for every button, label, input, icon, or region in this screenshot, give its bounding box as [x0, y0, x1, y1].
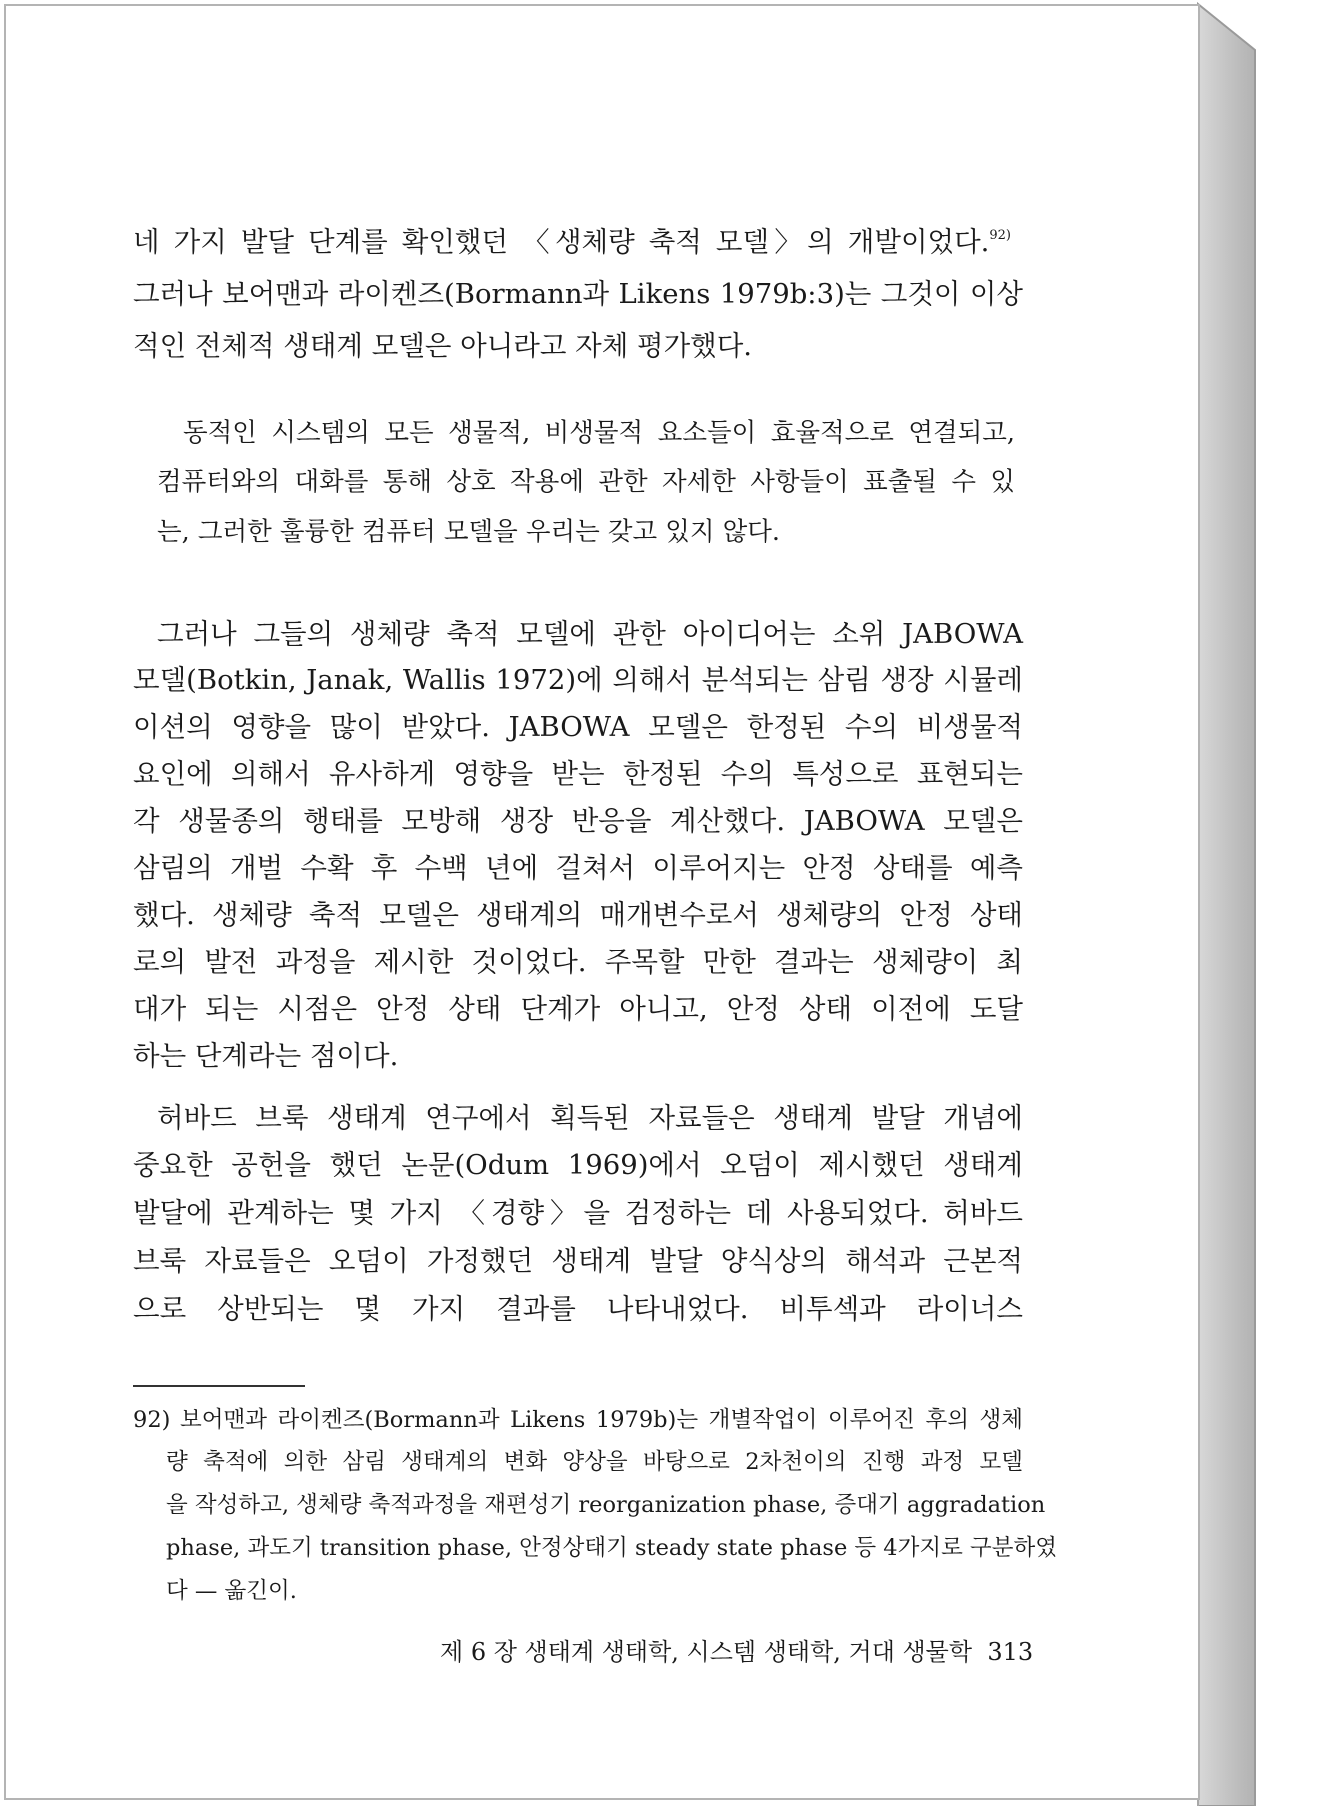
quote-line: 컴퓨터와의 대화를 통해 상호 작용에 관한 자세한 사항들이 표출될 수 있: [157, 467, 1015, 497]
paragraph-line: 대가 되는 시점은 안정 상태 단계가 아니고, 안정 상태 이전에 도달: [133, 993, 1023, 1025]
running-footer: [440, 1632, 1034, 1672]
quote-line: 동적인 시스템의 모든 생물적, 비생물적 요소들이 효율적으로 연결되고,: [183, 418, 1015, 448]
intro-line: 그러나 보어맨과 라이켄즈(Bormann과 Likens 1979b:3)는 그것이 이상: [133, 278, 1023, 310]
paragraph-line: 각 생물종의 행태를 모방해 생장 반응을 계산했다. JABOWA 모델은: [133, 805, 1023, 837]
paragraph-line: 모델(Botkin, Janak, Wallis 1972)에 의해서 분석되는 삼림 생장 시뮬레: [133, 664, 1023, 696]
paragraph-line: 삼림의 개벌 수확 후 수백 년에 걸쳐서 이루어지는 안정 상태를 예측: [133, 852, 1023, 884]
footnote-line: 을 작성하고, 생체량 축적과정을 재편성기 reorganization phase, 증대기 aggradation: [166, 1492, 1046, 1518]
paragraph-line: 로의 발전 과정을 제시한 것이었다. 주목할 만한 결과는 생체량이 최: [133, 946, 1023, 978]
footnote-line: 량 축적에 의한 삼림 생태계의 변화 양상을 바탕으로 2차천이의 진행 과정 모델: [166, 1449, 1023, 1475]
paragraph-line: 으로 상반되는 몇 가지 결과를 나타내었다. 비투섹과 라이너스: [133, 1293, 1023, 1325]
footnote-reference: 92): [989, 228, 1011, 243]
chapter-title: 제 6 장 생태계 생태학, 시스템 생태학, 거대 생물학: [440, 1638, 973, 1666]
intro-line-text: 네 가지 발달 단계를 확인했던 〈생체량 축적 모델〉의 개발이었다.: [133, 226, 990, 258]
footnote-number: 92): [133, 1407, 171, 1433]
intro-line: 적인 전체적 생태계 모델은 아니라고 자체 평가했다.: [133, 330, 753, 362]
intro-line: [133, 218, 1011, 266]
paragraph-line: 이션의 영향을 많이 받았다. JABOWA 모델은 한정된 수의 비생물적: [133, 711, 1023, 743]
paragraph-line: 발달에 관계하는 몇 가지 〈경향〉을 검정하는 데 사용되었다. 허바드: [133, 1197, 1023, 1229]
footnote-line: 다 — 옮긴이.: [166, 1578, 297, 1604]
page-number: 313: [987, 1638, 1034, 1666]
footnote-line: phase, 과도기 transition phase, 안정상태기 steady state phase 등 4가지로 구분하였: [166, 1535, 1057, 1561]
footnote-divider: [133, 1385, 305, 1387]
paragraph-line: 브룩 자료들은 오덤이 가정했던 생태계 발달 양식상의 해석과 근본적: [133, 1245, 1023, 1277]
quote-line: 는, 그러한 훌륭한 컴퓨터 모델을 우리는 갖고 있지 않다.: [157, 517, 780, 547]
footnote-line: 보어맨과 라이켄즈(Bormann과 Likens 1979b)는 개별작업이 이루어진 후의 생체: [180, 1407, 1023, 1433]
paragraph-line: 했다. 생체량 축적 모델은 생태계의 매개변수로서 생체량의 안정 상태: [133, 899, 1023, 931]
paragraph-line: 허바드 브룩 생태계 연구에서 획득된 자료들은 생태계 발달 개념에: [157, 1102, 1023, 1134]
paragraph-line: 요인에 의해서 유사하게 영향을 받는 한정된 수의 특성으로 표현되는: [133, 758, 1023, 790]
paragraph-line: 그러나 그들의 생체량 축적 모델에 관한 아이디어는 소위 JABOWA: [157, 618, 1023, 650]
paragraph-line: 중요한 공헌을 했던 논문(Odum 1969)에서 오덤이 제시했던 생태계: [133, 1149, 1023, 1181]
paragraph-line: 하는 단계라는 점이다.: [133, 1040, 399, 1072]
